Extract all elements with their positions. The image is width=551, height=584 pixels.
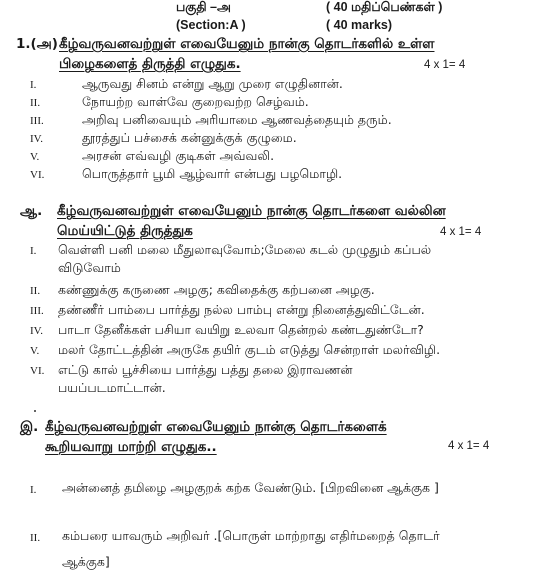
item-text: தண்ணீர் பாம்பை பார்த்து நல்ல பாம்பு என்று நினைத்துவிட்டேன். bbox=[58, 302, 425, 317]
item-text: மலர் தோட்டத்தின் அருகே தயிர் குடம் எடுத்து சென்றாள் மலர்விழி. bbox=[58, 342, 441, 357]
question-instruction-line2: கூறியவாறு மாற்றி எழுதுக.. bbox=[45, 439, 217, 455]
item-number: IV. bbox=[30, 325, 43, 337]
item-text: எட்டு கால் பூச்சியை பார்த்து பத்து தலை இராவணன் bbox=[58, 362, 353, 377]
item-text: அன்னைத் தமிழை அழகுறக் கற்க வேண்டும். [பிறவினை ஆக்குக ] bbox=[62, 480, 439, 495]
item-text: நோயற்ற வாள்வே குறைவற்ற செழ்வம். bbox=[82, 94, 309, 109]
item-text-continued: விடுவோம் bbox=[58, 260, 121, 275]
item-number: I. bbox=[30, 79, 37, 91]
item-text: அறிவு பனிவையும் அரியாமை ஆணவத்தையும் தரும். bbox=[82, 112, 392, 127]
item-number: II. bbox=[30, 97, 41, 109]
item-number: I. bbox=[30, 484, 37, 496]
section-label: (Section:A ) bbox=[176, 18, 246, 32]
item-text: பாடா தேனீக்கள் பசியா வயிறு உலவா தென்றல் கண்டதுண்டோ? bbox=[58, 322, 424, 337]
item-number: VI. bbox=[30, 169, 45, 181]
item-text: கண்ணுக்கு கருணை அழகு; கவிதைக்கு கற்பனை அழகு. bbox=[58, 282, 375, 297]
item-text: வெள்ளி பனி மலை மீதுலாவுவோம்;மேலை கடல் முழுதும் கப்பல் bbox=[58, 242, 432, 257]
question-instruction-line2: மெய்யிட்டுத் திருத்துக bbox=[57, 223, 193, 239]
item-number: V. bbox=[30, 345, 40, 357]
item-number: II. bbox=[30, 532, 41, 544]
item-number: VI. bbox=[30, 365, 45, 377]
question-instruction-line1: கீழ்வருவனவற்றுள் எவையேனும் நான்கு தொடர்களை வல்லின bbox=[57, 203, 446, 219]
item-text: அரசன் எவ்வழி குடிகள் அவ்வலி. bbox=[82, 148, 275, 163]
item-text: தூரத்துப் பச்சைக் கன்னுக்குக் குழுமை. bbox=[82, 130, 297, 145]
item-text: ஆருவது சினம் என்று ஆறு முரை எழுதினான். bbox=[82, 76, 343, 91]
item-number: IV. bbox=[30, 133, 43, 145]
question-instruction-line1: கீழ்வருவனவற்றுள் எவையேனும் நான்கு தொடர்களில் உள்ள bbox=[59, 36, 435, 52]
item-text: பொருத்தார் பூமி ஆழ்வார் என்பது பழமொழி. bbox=[82, 166, 343, 181]
item-text-continued: பயப்படமாட்டான். bbox=[58, 380, 166, 395]
marks-label: ( 40 marks) bbox=[326, 18, 393, 32]
item-text: கம்பரை யாவரும் அறிவர் .[பொருள் மாற்றாது எதிர்மறைத் தொடர் bbox=[62, 528, 440, 543]
question-instruction-line1: கீழ்வருவனவற்றுள் எவையேனும் நான்கு தொடர்களைக் bbox=[45, 419, 387, 435]
item-text-continued: ஆக்குக] bbox=[62, 554, 110, 569]
marks-allocation: 4 x 1= 4 bbox=[448, 440, 490, 452]
marks-allocation: 4 x 1= 4 bbox=[424, 59, 466, 71]
part-title: பகுதி –அ bbox=[176, 0, 231, 14]
item-number: I. bbox=[30, 245, 37, 257]
item-number: V. bbox=[30, 151, 40, 163]
question-number: இ. bbox=[20, 419, 39, 435]
question-number: 1.(அ) bbox=[16, 36, 58, 52]
item-number: III. bbox=[30, 115, 44, 127]
marks-title: ( 40 மதிப்பெண்கள் ) bbox=[326, 0, 443, 14]
question-instruction-line2: பிழைகளைத் திருத்தி எழுதுக. bbox=[59, 56, 241, 72]
stray-mark bbox=[34, 410, 36, 412]
item-number: III. bbox=[30, 305, 44, 317]
marks-allocation: 4 x 1= 4 bbox=[440, 226, 482, 238]
item-number: II. bbox=[30, 285, 41, 297]
question-number: ஆ. bbox=[20, 203, 43, 219]
